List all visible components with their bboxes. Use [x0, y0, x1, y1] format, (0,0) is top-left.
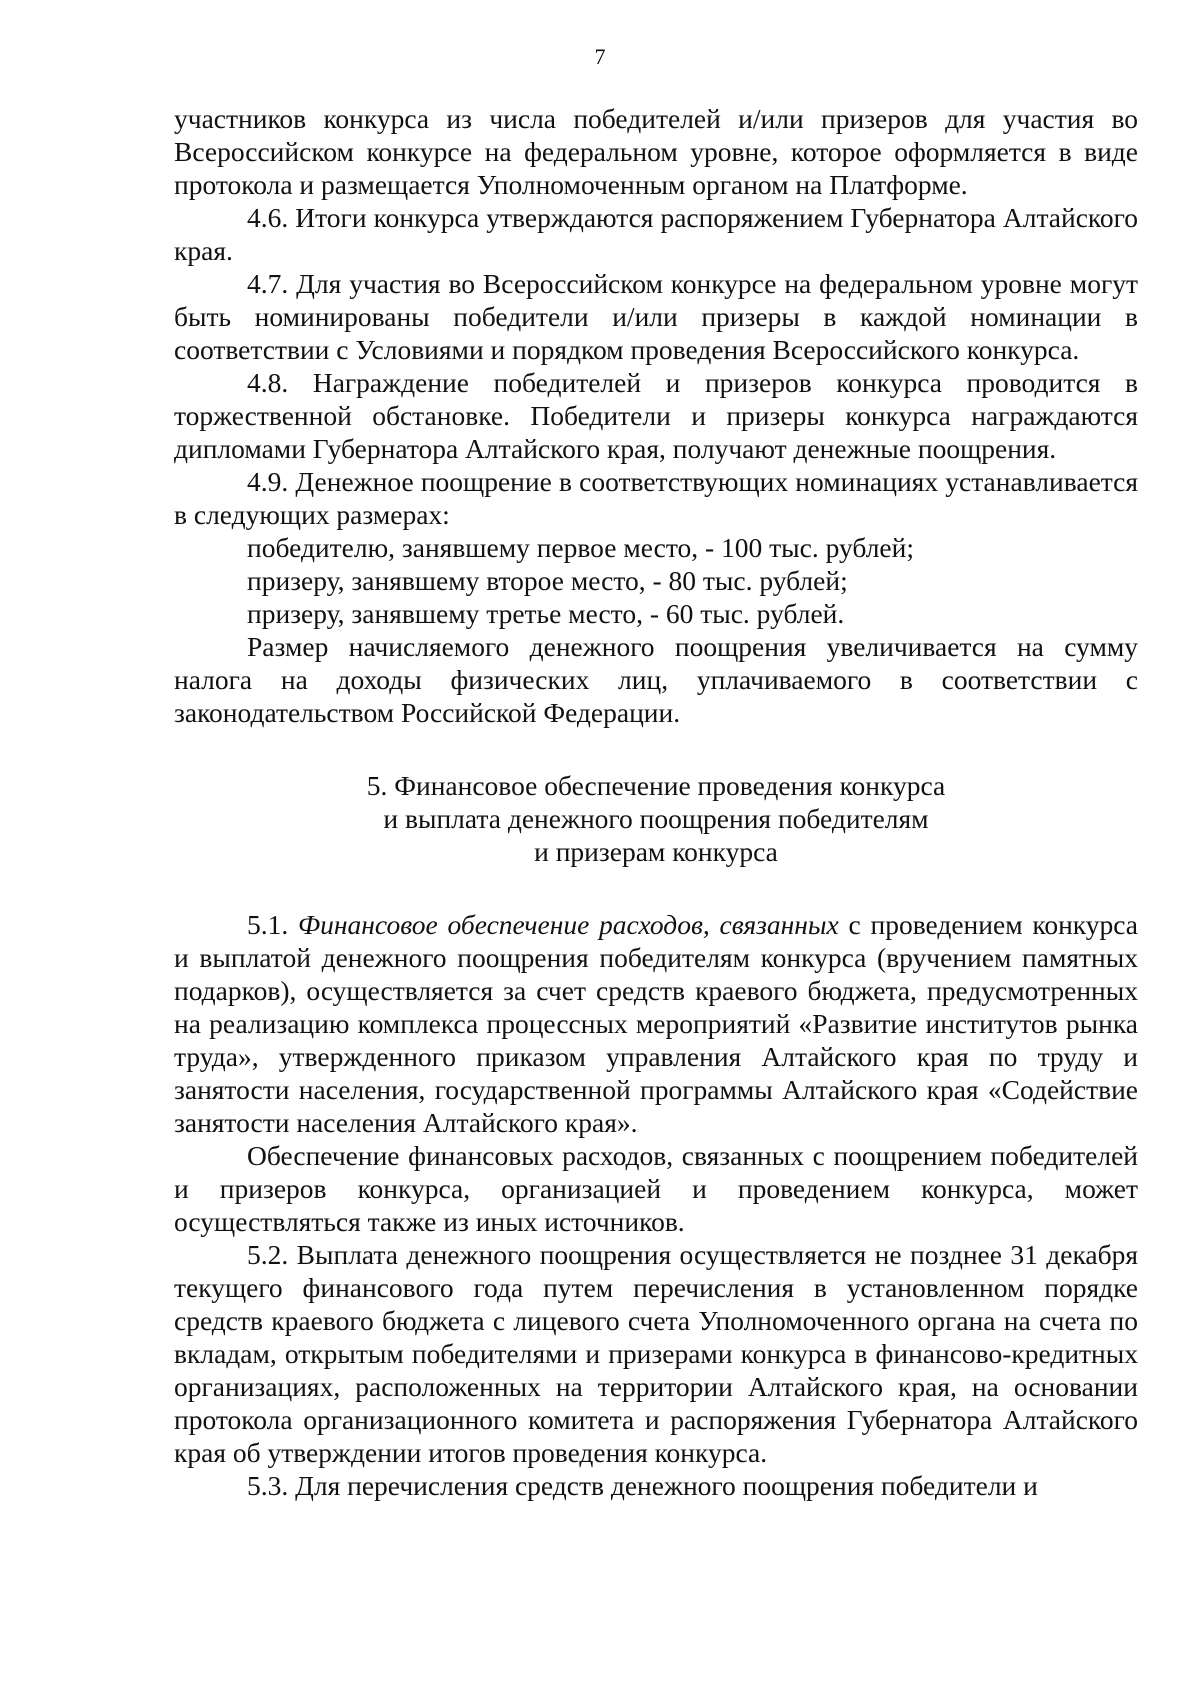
section-heading-line-2: и выплата денежного поощрения победителям [383, 803, 929, 834]
paragraph-5-1-number: 5.1. [247, 909, 289, 940]
paragraph-continuation: участников конкурса из числа победителей и/или призеров для участия во Всероссийском конкурсе на федеральном уровне, которое оформляется в виде протокола и размещается Уполномоченным органом на Платформе. [174, 103, 1138, 200]
paragraph-5-1 [174, 908, 1138, 1139]
award-third-place: призеру, занявшему третье место, - 60 тыс. рублей. [247, 598, 845, 629]
paragraph-4-8: 4.8. Награждение победителей и призеров конкурса проводится в торжественной обстановке. Победители и призеры конкурса награждаются дипломами Губернатора Алтайского края, получают денежные поощрения. [174, 367, 1138, 464]
paragraph-5-1-rest: с проведением конкурса и выплатой денежного поощрения победителям конкурса (вручением памятных подарков), осуществляется за счет средств краевого бюджета, предусмотренных на реализацию комплекса процессных мероприятий «Развитие институтов рынка труда», утвержденного приказом управления Алтайского края по труду и занятости населения, государственной программы Алтайского края «Содействие занятости населения Алтайского края». [174, 909, 1139, 1138]
paragraph-4-6: 4.6. Итоги конкурса утверждаются распоряжением Губернатора Алтайского края. [174, 202, 1138, 266]
section-5-heading [174, 769, 1138, 868]
paragraph-4-9: 4.9. Денежное поощрение в соответствующих номинациях устанавливается в следующих размерах: [174, 466, 1138, 530]
section-heading-line-3: и призерам конкурса [534, 836, 778, 867]
paragraph-tax: Размер начисляемого денежного поощрения увеличивается на сумму налога на доходы физических лиц, уплачиваемого в соответствии с законодательством Российской Федерации. [174, 631, 1138, 728]
document-body [174, 102, 1138, 1502]
paragraph-5-1-second: Обеспечение финансовых расходов, связанных с поощрением победителей и призеров конкурса, организацией и проведением конкурса, может осуществляться также из иных источников. [174, 1140, 1138, 1237]
paragraph-5-2: 5.2. Выплата денежного поощрения осуществляется не позднее 31 декабря текущего финансового года путем перечисления в установленном порядке средств краевого бюджета с лицевого счета Уполномоченного органа на счета по вкладам, открытым победителями и призерами конкурса в финансово-кредитных организациях, расположенных на территории Алтайского края, на основании протокола организационного комитета и распоряжения Губернатора Алтайского края об утверждении итогов проведения конкурса. [174, 1239, 1138, 1468]
section-heading-line-1: 5. Финансовое обеспечение проведения конкурса [366, 770, 946, 801]
paragraph-5-1-italic: Финансовое обеспечение расходов, связанных [298, 909, 839, 940]
award-first-place: победителю, занявшему первое место, - 100 тыс. рублей; [247, 532, 914, 563]
paragraph-5-3: 5.3. Для перечисления средств денежного поощрения победители и [247, 1470, 1038, 1501]
award-second-place: призеру, занявшему второе место, - 80 тыс. рублей; [247, 565, 848, 596]
page-number: 7 [594, 44, 606, 69]
paragraph-4-7: 4.7. Для участия во Всероссийском конкурсе на федеральном уровне могут быть номинированы победители и/или призеры в каждой номинации в соответствии с Условиями и порядком проведения Всероссийского конкурса. [174, 268, 1138, 365]
